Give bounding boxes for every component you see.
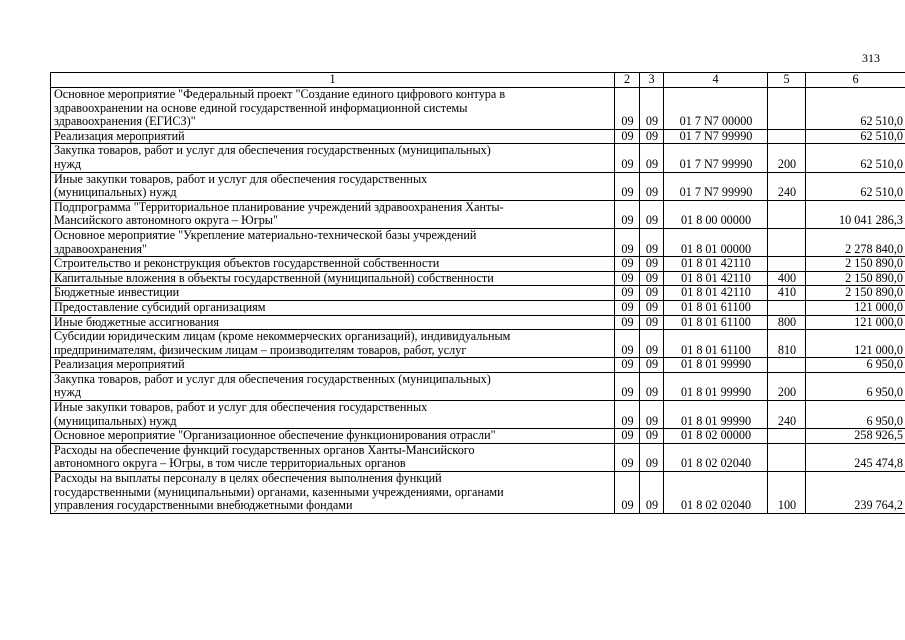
cell-section: 09 bbox=[615, 144, 640, 172]
cell-subsection: 09 bbox=[640, 443, 664, 471]
cell-sum: 62 510,0 bbox=[806, 129, 905, 144]
cell-expense-type: 800 bbox=[768, 315, 806, 330]
col-header-target-article: 4 bbox=[664, 73, 768, 88]
cell-target-article: 01 7 N7 99990 bbox=[664, 144, 768, 172]
cell-subsection: 09 bbox=[640, 358, 664, 373]
col-header-expense-type: 5 bbox=[768, 73, 806, 88]
cell-name-line: Предоставление субсидий организациям bbox=[54, 300, 266, 314]
cell-name bbox=[51, 401, 615, 429]
cell-target-article: 01 8 01 42110 bbox=[664, 286, 768, 301]
header-row bbox=[51, 73, 905, 88]
table-row bbox=[51, 271, 905, 286]
cell-name-line: Капитальные вложения в объекты государственной (муниципальной) собственности bbox=[54, 271, 494, 285]
table-row bbox=[51, 228, 905, 256]
cell-section: 09 bbox=[615, 300, 640, 315]
cell-subsection: 09 bbox=[640, 172, 664, 200]
cell-sum: 6 950,0 bbox=[806, 358, 905, 373]
cell-sum: 6 950,0 bbox=[806, 372, 905, 400]
cell-subsection: 09 bbox=[640, 228, 664, 256]
cell-section: 09 bbox=[615, 472, 640, 514]
cell-target-article: 01 8 02 02040 bbox=[664, 472, 768, 514]
cell-subsection: 09 bbox=[640, 257, 664, 272]
cell-target-article: 01 7 N7 99990 bbox=[664, 172, 768, 200]
cell-section: 09 bbox=[615, 200, 640, 228]
cell-subsection: 09 bbox=[640, 372, 664, 400]
cell-target-article: 01 8 01 99990 bbox=[664, 358, 768, 373]
table-row bbox=[51, 172, 905, 200]
cell-name-line: Реализация мероприятий bbox=[54, 357, 185, 372]
cell-expense-type: 240 bbox=[768, 401, 806, 429]
cell-section: 09 bbox=[615, 286, 640, 301]
col-header-sum: 6 bbox=[806, 73, 905, 88]
cell-expense-type bbox=[768, 88, 806, 130]
cell-expense-type: 200 bbox=[768, 144, 806, 172]
cell-target-article: 01 8 01 61100 bbox=[664, 315, 768, 330]
cell-name-line: Подпрограмма "Территориальное планирование учреждений здравоохранения Ханты- bbox=[54, 200, 504, 214]
cell-sum: 62 510,0 bbox=[806, 88, 905, 130]
table-row bbox=[51, 330, 905, 358]
cell-expense-type bbox=[768, 129, 806, 144]
cell-subsection: 09 bbox=[640, 330, 664, 358]
cell-expense-type: 100 bbox=[768, 472, 806, 514]
col-header-subsection: 3 bbox=[640, 73, 664, 88]
cell-subsection: 09 bbox=[640, 429, 664, 444]
cell-name-line: Бюджетные инвестиции bbox=[54, 285, 180, 300]
cell-subsection: 09 bbox=[640, 300, 664, 315]
cell-name bbox=[51, 358, 615, 373]
table-row bbox=[51, 88, 905, 130]
cell-name bbox=[51, 144, 615, 172]
cell-target-article: 01 7 N7 00000 bbox=[664, 88, 768, 130]
cell-target-article: 01 8 01 42110 bbox=[664, 257, 768, 272]
cell-section: 09 bbox=[615, 358, 640, 373]
table-row bbox=[51, 372, 905, 400]
cell-name-line: Мансийского автономного округа – Югры" bbox=[54, 213, 278, 228]
cell-name-line: Реализация мероприятий bbox=[54, 129, 185, 143]
cell-sum: 121 000,0 bbox=[806, 300, 905, 315]
cell-name bbox=[51, 330, 615, 358]
cell-name-line: Основное мероприятие "Организационное обеспечение функционирования отрасли" bbox=[54, 428, 496, 443]
cell-section: 09 bbox=[615, 129, 640, 144]
cell-section: 09 bbox=[615, 443, 640, 471]
table-row bbox=[51, 144, 905, 172]
cell-sum: 62 510,0 bbox=[806, 172, 905, 200]
cell-name-line: предпринимателям, физическим лицам – производителям товаров, работ, услуг bbox=[54, 342, 467, 357]
cell-name-line: Основное мероприятие "Укрепление материально-технической базы учреждений bbox=[54, 228, 477, 242]
cell-subsection: 09 bbox=[640, 144, 664, 172]
cell-name-line: Закупка товаров, работ и услуг для обеспечения государственных (муниципальных) bbox=[54, 372, 491, 386]
cell-name bbox=[51, 271, 615, 286]
cell-section: 09 bbox=[615, 429, 640, 444]
cell-sum: 2 278 840,0 bbox=[806, 228, 905, 256]
cell-name-line: Иные закупки товаров, работ и услуг для обеспечения государственных bbox=[54, 172, 428, 186]
cell-section: 09 bbox=[615, 228, 640, 256]
cell-name-line: Закупка товаров, работ и услуг для обеспечения государственных (муниципальных) bbox=[54, 143, 491, 158]
cell-name-line: Строительство и реконструкция объектов государственной собственности bbox=[54, 256, 440, 271]
cell-target-article: 01 7 N7 99990 bbox=[664, 129, 768, 144]
cell-name-line: Иные закупки товаров, работ и услуг для обеспечения государственных bbox=[54, 400, 428, 415]
table-row bbox=[51, 315, 905, 330]
cell-name bbox=[51, 286, 615, 301]
cell-name-line: (муниципальных) нужд bbox=[54, 413, 177, 428]
cell-name-line: Расходы на выплаты персоналу в целях обеспечения выполнения функций bbox=[54, 471, 442, 486]
cell-sum: 2 150 890,0 bbox=[806, 286, 905, 301]
cell-section: 09 bbox=[615, 401, 640, 429]
cell-name-line: автономного округа – Югры, в том числе территориальных органов bbox=[54, 456, 406, 471]
table-row bbox=[51, 286, 905, 301]
cell-target-article: 01 8 00 00000 bbox=[664, 200, 768, 228]
cell-section: 09 bbox=[615, 257, 640, 272]
cell-sum: 6 950,0 bbox=[806, 401, 905, 429]
cell-sum: 2 150 890,0 bbox=[806, 257, 905, 272]
cell-name-line: (муниципальных) нужд bbox=[54, 185, 177, 200]
table-row bbox=[51, 443, 905, 471]
cell-section: 09 bbox=[615, 330, 640, 358]
cell-target-article: 01 8 01 42110 bbox=[664, 271, 768, 286]
cell-target-article: 01 8 01 99990 bbox=[664, 372, 768, 400]
cell-section: 09 bbox=[615, 271, 640, 286]
cell-name bbox=[51, 88, 615, 130]
cell-expense-type: 810 bbox=[768, 330, 806, 358]
cell-section: 09 bbox=[615, 372, 640, 400]
cell-expense-type: 400 bbox=[768, 271, 806, 286]
cell-name-line: управления государственными внебюджетными фондами bbox=[54, 498, 353, 513]
table-row bbox=[51, 200, 905, 228]
cell-subsection: 09 bbox=[640, 129, 664, 144]
cell-name-line: Расходы на обеспечение функций государственных органов Ханты-Мансийского bbox=[54, 443, 475, 457]
cell-section: 09 bbox=[615, 315, 640, 330]
cell-name bbox=[51, 228, 615, 256]
cell-subsection: 09 bbox=[640, 200, 664, 228]
cell-expense-type: 200 bbox=[768, 372, 806, 400]
cell-name bbox=[51, 129, 615, 144]
cell-name-line: Основное мероприятие "Федеральный проект "Создание единого цифрового контура в bbox=[54, 87, 506, 101]
table-row bbox=[51, 358, 905, 373]
cell-sum: 121 000,0 bbox=[806, 315, 905, 330]
cell-name bbox=[51, 200, 615, 228]
cell-target-article: 01 8 01 61100 bbox=[664, 330, 768, 358]
cell-subsection: 09 bbox=[640, 401, 664, 429]
cell-subsection: 09 bbox=[640, 286, 664, 301]
cell-name bbox=[51, 372, 615, 400]
cell-target-article: 01 8 01 00000 bbox=[664, 228, 768, 256]
cell-subsection: 09 bbox=[640, 315, 664, 330]
cell-target-article: 01 8 02 02040 bbox=[664, 443, 768, 471]
cell-sum: 239 764,2 bbox=[806, 472, 905, 514]
cell-subsection: 09 bbox=[640, 472, 664, 514]
cell-name bbox=[51, 257, 615, 272]
cell-section: 09 bbox=[615, 172, 640, 200]
cell-section: 09 bbox=[615, 88, 640, 130]
cell-name bbox=[51, 300, 615, 315]
table-row bbox=[51, 129, 905, 144]
cell-target-article: 01 8 01 61100 bbox=[664, 300, 768, 315]
cell-target-article: 01 8 01 99990 bbox=[664, 401, 768, 429]
cell-sum: 245 474,8 bbox=[806, 443, 905, 471]
cell-name-line: здравоохранении на основе единой государственной информационной системы bbox=[54, 100, 468, 115]
cell-sum: 10 041 286,3 bbox=[806, 200, 905, 228]
table-row bbox=[51, 472, 905, 514]
cell-subsection: 09 bbox=[640, 271, 664, 286]
cell-expense-type: 410 bbox=[768, 286, 806, 301]
page-number: 313 bbox=[862, 51, 880, 65]
cell-name bbox=[51, 172, 615, 200]
cell-name bbox=[51, 429, 615, 444]
cell-name-line: Субсидии юридическим лицам (кроме некоммерческих организаций), индивидуальным bbox=[54, 329, 511, 344]
cell-expense-type bbox=[768, 443, 806, 471]
table-row bbox=[51, 257, 905, 272]
cell-name-line: Иные бюджетные ассигнования bbox=[54, 315, 220, 329]
table-row bbox=[51, 300, 905, 315]
cell-expense-type bbox=[768, 228, 806, 256]
cell-expense-type bbox=[768, 257, 806, 272]
cell-name bbox=[51, 443, 615, 471]
cell-sum: 62 510,0 bbox=[806, 144, 905, 172]
cell-expense-type: 240 bbox=[768, 172, 806, 200]
cell-expense-type bbox=[768, 429, 806, 444]
cell-name bbox=[51, 315, 615, 330]
col-header-name: 1 bbox=[51, 73, 615, 88]
cell-name-line: здравоохранения (ЕГИСЗ)" bbox=[54, 114, 196, 129]
cell-sum: 2 150 890,0 bbox=[806, 271, 905, 286]
cell-sum: 258 926,5 bbox=[806, 429, 905, 444]
cell-subsection: 09 bbox=[640, 88, 664, 130]
col-header-section: 2 bbox=[615, 73, 640, 88]
table-row bbox=[51, 429, 905, 444]
cell-name-line: нужд bbox=[54, 156, 82, 171]
table-body bbox=[51, 88, 905, 514]
cell-expense-type bbox=[768, 300, 806, 315]
cell-name-line: нужд bbox=[54, 385, 82, 400]
cell-target-article: 01 8 02 00000 bbox=[664, 429, 768, 444]
cell-sum: 121 000,0 bbox=[806, 330, 905, 358]
cell-name-line: государственными (муниципальными) органами, казенными учреждениями, органами bbox=[54, 484, 504, 499]
cell-expense-type bbox=[768, 200, 806, 228]
cell-name-line: здравоохранения" bbox=[54, 241, 148, 256]
cell-name bbox=[51, 472, 615, 514]
cell-expense-type bbox=[768, 358, 806, 373]
table-row bbox=[51, 401, 905, 429]
budget-table bbox=[50, 72, 905, 514]
